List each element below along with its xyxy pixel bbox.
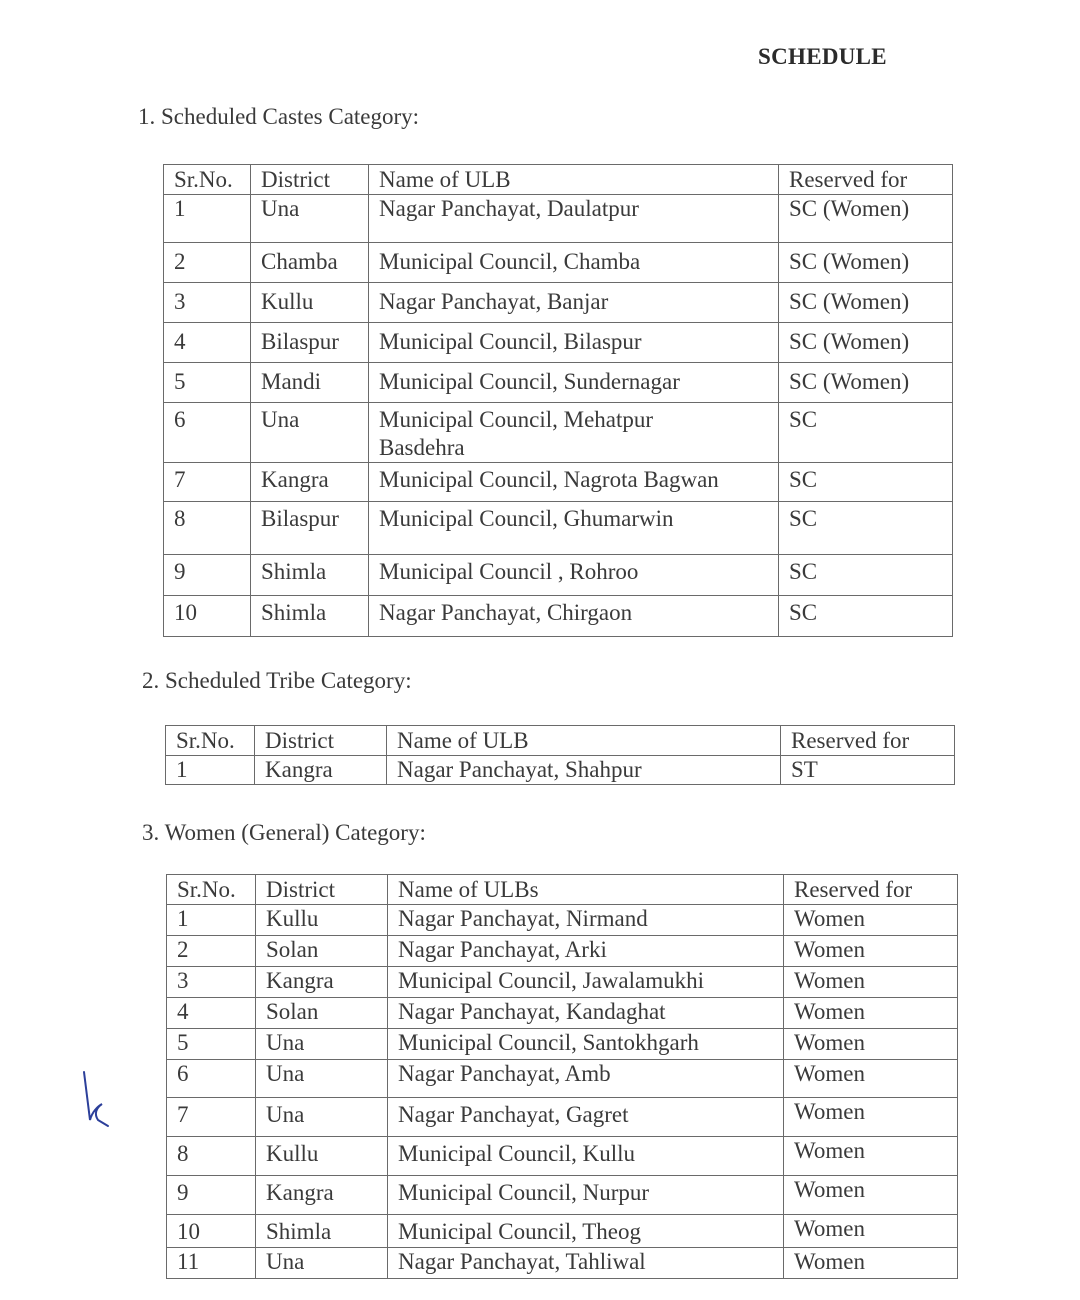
cell-reserved: Women (784, 998, 958, 1029)
col-header-ulb: Name of ULB (387, 726, 781, 756)
cell-ulb: Municipal Council , Rohroo (369, 555, 779, 596)
cell-district: Bilaspur (251, 502, 369, 555)
col-header-district: District (255, 726, 387, 756)
cell-reserved: SC (Women) (779, 283, 953, 323)
cell-district: Kullu (256, 905, 388, 936)
handwritten-mark-icon (78, 1068, 114, 1130)
table-row (167, 1137, 958, 1176)
cell-ulb: Nagar Panchayat, Tahliwal (388, 1248, 784, 1279)
cell-district: Kangra (256, 1176, 388, 1215)
cell-ulb: Municipal Council, Jawalamukhi (388, 967, 784, 998)
col-header-district: District (251, 165, 369, 195)
cell-reserved: SC (779, 403, 953, 463)
table-row (167, 905, 958, 936)
cell-ulb: Nagar Panchayat, Amb (388, 1060, 784, 1098)
cell-srno: 11 (167, 1248, 256, 1279)
cell-ulb: Nagar Panchayat, Shahpur (387, 756, 781, 785)
table-row (167, 1176, 958, 1215)
cell-srno: 2 (167, 936, 256, 967)
table-st (165, 725, 955, 785)
table-row (167, 1098, 958, 1137)
table-header-row (166, 726, 955, 756)
cell-reserved: Women (784, 967, 958, 998)
cell-ulb: Municipal Council, Chamba (369, 243, 779, 283)
table-row (164, 403, 953, 463)
table-row (164, 596, 953, 637)
table-women (166, 874, 958, 1279)
cell-ulb: Nagar Panchayat, Arki (388, 936, 784, 967)
cell-reserved: Women (784, 1248, 958, 1279)
cell-srno: 6 (167, 1060, 256, 1098)
cell-srno: 8 (164, 502, 251, 555)
schedule-title: SCHEDULE (758, 44, 887, 69)
cell-srno: 3 (164, 283, 251, 323)
cell-srno: 9 (167, 1176, 256, 1215)
table-row (164, 502, 953, 555)
cell-ulb: Nagar Panchayat, Chirgaon (369, 596, 779, 637)
cell-reserved: Women (784, 1029, 958, 1060)
table-row (164, 363, 953, 403)
cell-srno: 7 (164, 463, 251, 502)
table-row (167, 1060, 958, 1098)
section-heading-women: 3. Women (General) Category: (142, 820, 426, 845)
table-row (164, 243, 953, 283)
cell-srno: 4 (164, 323, 251, 363)
cell-district: Kangra (251, 463, 369, 502)
section-heading-sc: 1. Scheduled Castes Category: (138, 104, 420, 129)
cell-reserved: SC (Women) (779, 363, 953, 403)
cell-srno: 1 (167, 905, 256, 936)
col-header-reserved: Reserved for (779, 165, 953, 195)
cell-reserved: SC (779, 596, 953, 637)
col-header-ulb: Name of ULBs (388, 875, 784, 905)
cell-ulb: Nagar Panchayat, Banjar (369, 283, 779, 323)
cell-reserved: Women (784, 936, 958, 967)
cell-srno: 9 (164, 555, 251, 596)
table-row (167, 967, 958, 998)
table-row (164, 283, 953, 323)
cell-ulb: Municipal Council, Bilaspur (369, 323, 779, 363)
cell-reserved: Women (784, 1176, 958, 1215)
cell-ulb: Municipal Council, Ghumarwin (369, 502, 779, 555)
table-row (167, 1029, 958, 1060)
cell-reserved: Women (784, 1215, 958, 1248)
cell-reserved: SC (779, 502, 953, 555)
cell-srno: 10 (164, 596, 251, 637)
cell-reserved: Women (784, 1137, 958, 1176)
cell-district: Kullu (251, 283, 369, 323)
cell-district: Una (256, 1029, 388, 1060)
cell-district: Shimla (251, 596, 369, 637)
cell-district: Shimla (251, 555, 369, 596)
section-heading-st: 2. Scheduled Tribe Category: (142, 668, 412, 693)
col-header-reserved: Reserved for (781, 726, 955, 756)
cell-district: Bilaspur (251, 323, 369, 363)
table-row (167, 936, 958, 967)
cell-srno: 1 (164, 195, 251, 243)
col-header-srno: Sr.No. (164, 165, 251, 195)
col-header-srno: Sr.No. (166, 726, 255, 756)
cell-district: Mandi (251, 363, 369, 403)
cell-ulb: Municipal Council, Kullu (388, 1137, 784, 1176)
cell-ulb: Nagar Panchayat, Kandaghat (388, 998, 784, 1029)
cell-reserved: SC (779, 555, 953, 596)
cell-srno: 3 (167, 967, 256, 998)
cell-district: Una (251, 403, 369, 463)
table-row (166, 756, 955, 785)
cell-district: Kullu (256, 1137, 388, 1176)
cell-srno: 5 (167, 1029, 256, 1060)
table-row (164, 463, 953, 502)
cell-ulb: Municipal Council, Theog (388, 1215, 784, 1248)
cell-reserved: Women (784, 1098, 958, 1137)
cell-district: Solan (256, 998, 388, 1029)
table-header-row (164, 165, 953, 195)
cell-ulb: Nagar Panchayat, Gagret (388, 1098, 784, 1137)
cell-district: Una (251, 195, 369, 243)
cell-srno: 7 (167, 1098, 256, 1137)
cell-district: Una (256, 1060, 388, 1098)
table-sc (163, 164, 953, 637)
col-header-ulb: Name of ULB (369, 165, 779, 195)
cell-district: Kangra (256, 967, 388, 998)
cell-ulb: Nagar Panchayat, Nirmand (388, 905, 784, 936)
table-row (164, 323, 953, 363)
cell-ulb: Municipal Council, Nagrota Bagwan (369, 463, 779, 502)
cell-reserved: SC (Women) (779, 195, 953, 243)
table-row (164, 555, 953, 596)
cell-srno: 2 (164, 243, 251, 283)
cell-srno: 5 (164, 363, 251, 403)
cell-ulb: Municipal Council, Sundernagar (369, 363, 779, 403)
cell-reserved: Women (784, 905, 958, 936)
cell-srno: 1 (166, 756, 255, 785)
table-row (167, 1215, 958, 1248)
cell-district: Kangra (255, 756, 387, 785)
cell-ulb: Municipal Council, Mehatpur Basdehra (369, 403, 779, 463)
table-row (164, 195, 953, 243)
col-header-reserved: Reserved for (784, 875, 958, 905)
cell-ulb: Nagar Panchayat, Daulatpur (369, 195, 779, 243)
cell-reserved: SC (Women) (779, 323, 953, 363)
cell-district: Shimla (256, 1215, 388, 1248)
cell-reserved: Women (784, 1060, 958, 1098)
table-header-row (167, 875, 958, 905)
cell-district: Chamba (251, 243, 369, 283)
cell-srno: 10 (167, 1215, 256, 1248)
cell-district: Una (256, 1248, 388, 1279)
cell-ulb: Municipal Council, Nurpur (388, 1176, 784, 1215)
table-row (167, 1248, 958, 1279)
cell-district: Una (256, 1098, 388, 1137)
col-header-srno: Sr.No. (167, 875, 256, 905)
cell-reserved: ST (781, 756, 955, 785)
cell-srno: 8 (167, 1137, 256, 1176)
cell-ulb: Municipal Council, Santokhgarh (388, 1029, 784, 1060)
cell-reserved: SC (779, 463, 953, 502)
table-row (167, 998, 958, 1029)
cell-srno: 4 (167, 998, 256, 1029)
cell-reserved: SC (Women) (779, 243, 953, 283)
cell-srno: 6 (164, 403, 251, 463)
cell-district: Solan (256, 936, 388, 967)
col-header-district: District (256, 875, 388, 905)
